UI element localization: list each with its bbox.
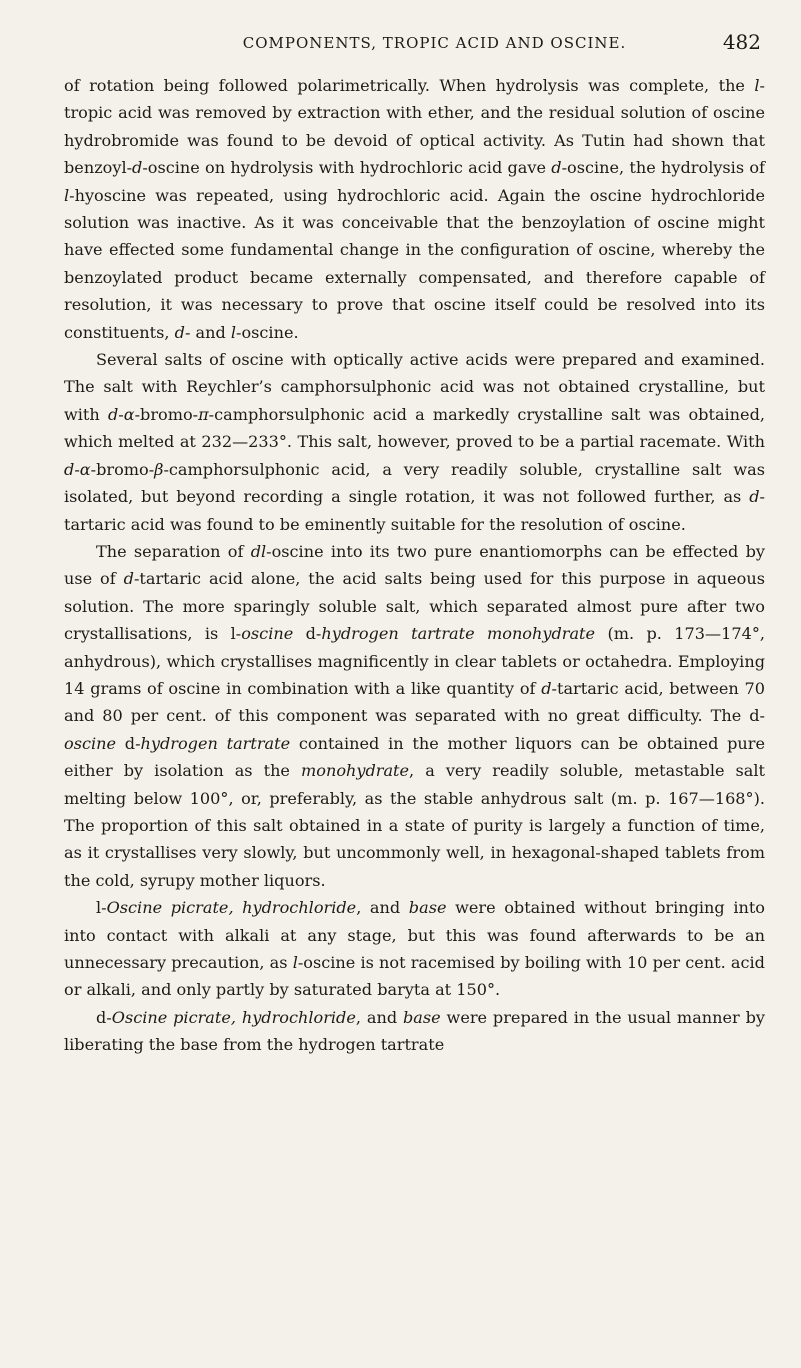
text-run: -tartaric acid, between 70 and 80 per cent. of this component was separated with no great difficulty. The d- — [64, 678, 765, 726]
text-run: Several salts of oscine with optically active acids were prepared and examined. The salt with Reychler’s camphorsulphonic acid was not obtained crystalline, but with — [64, 350, 765, 424]
body-text — [64, 72, 765, 1059]
italic-run: hydrogen tartrate — [140, 733, 291, 753]
italic-run: α — [123, 404, 135, 424]
text-run: -bromo- — [90, 459, 155, 479]
text-run: -tartaric acid alone, the acid salts being used for this purpose in aqueous solution. The more sparingly soluble salt, which separated almost pure after two crystallisations, is l- — [64, 569, 765, 644]
text-run: , a very readily soluble, metastable salt melting below 100°, or, preferably, as the stable anhydrous salt (m. p. 167—168°). The proportion of this salt obtained in a state of purity is largely a function of time, as it crystallises very slowly, but uncommonly well, in hexagonal-shaped tablets from the cold, syrupy mother liquors. — [64, 761, 766, 890]
text-run: d- — [116, 733, 141, 753]
running-head-title: COMPONENTS, TROPIC ACID AND OSCINE. — [242, 34, 627, 52]
italic-run: base — [403, 1007, 441, 1027]
italic-run: d — [64, 459, 75, 479]
text-run: - — [118, 404, 124, 424]
italic-run: oscine — [64, 733, 116, 753]
text-run: -hyoscine was repeated, using hydrochloric acid. Again the oscine hydrochloride solution was inactive. As it was conceivable that the benzoylation of oscine might have effected some fundamental change in the configuration of oscine, whereby the benzoylated product became externally compensated, and therefore capable of resolution, it was necessary to prove that oscine itself could be resolved into its constituents, — [64, 185, 765, 342]
italic-run: d — [174, 322, 185, 342]
italic-run: Oscine picrate, hydrochloride — [106, 898, 357, 918]
text-run: of rotation being followed polarimetrically. When hydrolysis was complete, the — [64, 76, 755, 95]
paragraph-3 — [64, 538, 765, 894]
italic-run: Oscine picrate, hydrochloride — [111, 1007, 356, 1027]
text-run: d- — [293, 624, 322, 644]
italic-run: l — [64, 185, 70, 205]
text-run: -oscine. — [236, 322, 299, 342]
page-number: 482 — [722, 30, 761, 54]
italic-run: monohydrate — [301, 761, 410, 781]
text-run: contained in the mother liquors can be obtained pure either by isolation as the — [64, 733, 766, 781]
text-run: -oscine into its two pure enantiomorphs can be effected by use of — [64, 541, 766, 589]
paragraph-1 — [64, 72, 765, 346]
italic-run: l — [230, 322, 237, 342]
italic-run: α — [79, 459, 91, 479]
text-run: -bromo- — [134, 404, 199, 424]
italic-run: oscine — [241, 624, 294, 644]
italic-run: π — [198, 404, 209, 424]
running-head — [64, 30, 765, 64]
text-run: -oscine, the hydrolysis of — [561, 158, 766, 178]
italic-run: dl — [250, 541, 267, 561]
text-run: were obtained without bringing into into contact with alkali at any stage, but this was found afterwards to be an unnecessary precaution, as — [64, 898, 765, 972]
italic-run: base — [408, 898, 447, 918]
italic-run: hydrogen tartrate monohydrate — [321, 624, 596, 644]
text-run: -tropic acid was removed by extraction with ether, and the residual solution of oscine hydrobromide was found to be devoid of optical activity. As Tutin had shown that benzoyl- — [64, 76, 765, 178]
italic-run: d — [107, 404, 119, 424]
italic-run: d — [132, 158, 143, 178]
paragraph-5 — [64, 1004, 765, 1059]
text-run: -tartaric acid was found to be eminently suitable for the resolution of oscine. — [64, 487, 765, 534]
italic-run: l — [292, 953, 298, 972]
text-run: were prepared in the usual manner by liberating the base from the hydrogen tartrate — [64, 1007, 765, 1055]
text-run: (m. p. 173—174°, anhydrous), which crystallises magnificently in clear tablets or octahedra. Employing 14 grams of oscine in combination with a like quantity of — [64, 624, 765, 698]
text-run: , and — [356, 898, 409, 918]
text-run: -camphorsulphonic acid, a very readily soluble, crystalline salt was isolated, but beyond recording a single rotation, it was not followed further, as — [64, 459, 765, 507]
text-run: The separation of — [96, 541, 251, 561]
text-run: , and — [355, 1007, 403, 1027]
paragraph-4 — [64, 894, 765, 1004]
text-run: d- — [96, 1007, 112, 1027]
text-run: -oscine is not racemised by boiling with 10 per cent. acid or alkali, and only partly by saturated baryta at 150°. — [64, 953, 765, 1000]
text-run: - — [74, 459, 80, 479]
text-run: l- — [96, 898, 107, 918]
text-run: - and — [184, 322, 231, 342]
text-run: -oscine on hydrolysis with hydrochloric acid gave — [142, 158, 552, 178]
text-run: -camphorsulphonic acid a markedly crystalline salt was obtained, which melted at 232—233°. This salt, however, proved to be a partial racemate. With — [64, 404, 765, 452]
italic-run: d — [551, 158, 562, 178]
paragraph-2 — [64, 346, 765, 538]
italic-run: d — [123, 569, 134, 589]
italic-run: l — [754, 76, 760, 95]
italic-run: β — [154, 459, 164, 479]
italic-run: d — [541, 678, 552, 698]
italic-run: d — [749, 487, 760, 507]
